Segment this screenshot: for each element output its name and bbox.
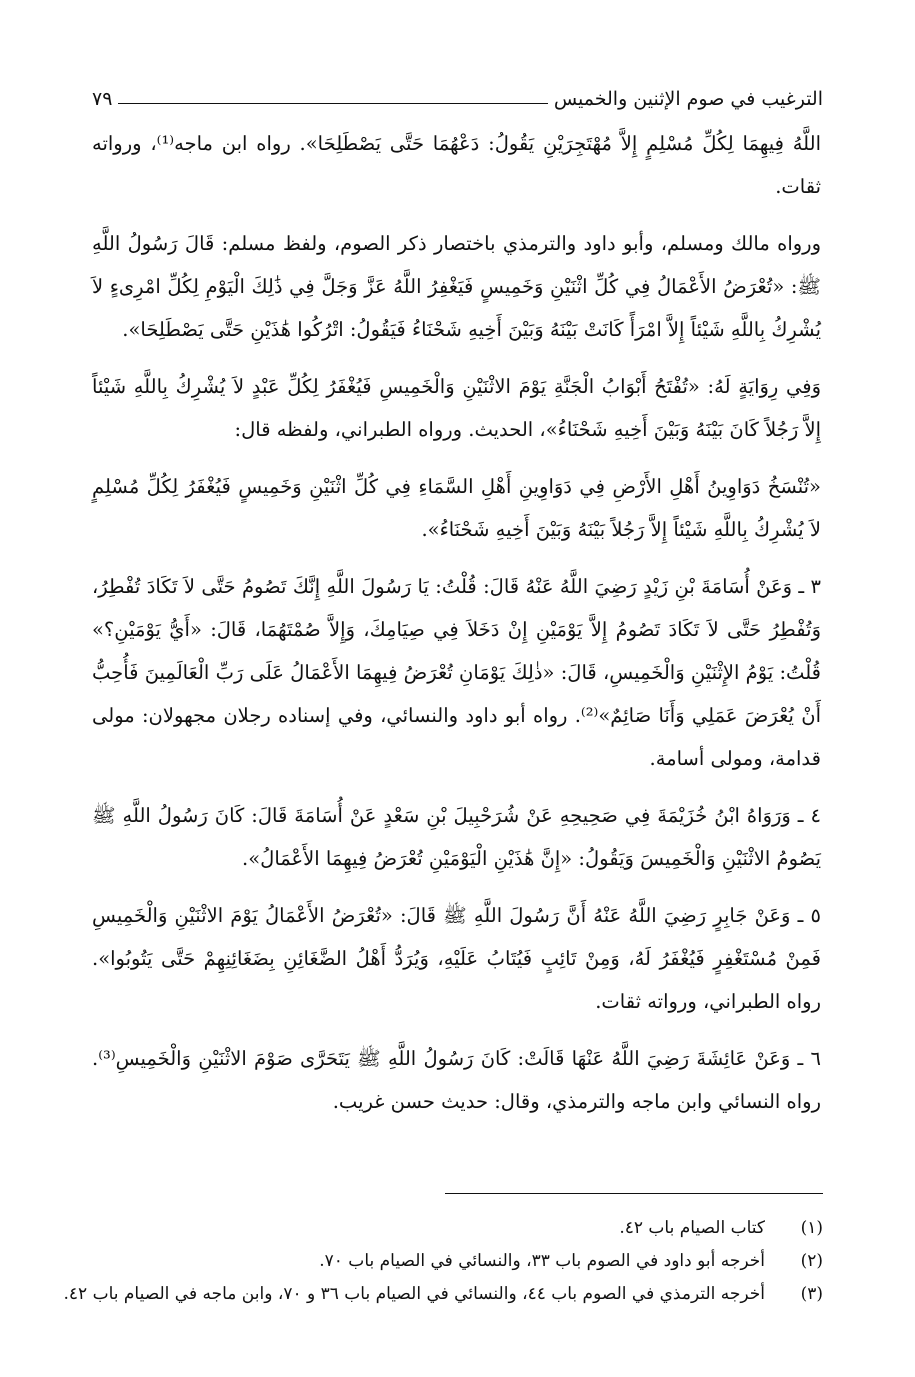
footnote-text: أخرجه أبو داود في الصوم باب ٣٣، والنسائي في الصيام باب ٧٠. <box>319 1251 765 1271</box>
paragraph-4: «تُنْسَخُ دَوَاوِينُ أَهْلِ الأَرْضِ فِي دَوَاوِينِ أَهْلِ السَّمَاءِ فِي كُلِّ اثْنَيْنِ وَخَمِيسٍ فَيُغْفَرُ لِكُلِّ مُسْلِمٍ لاَ يُشْرِكُ بِاللَّهِ شَيْئاً إِلاَّ رَجُلاً بَيْنَهُ وَبَيْنَ أَخِيهِ شَحْنَاءُ». <box>92 475 821 541</box>
footnote-3 <box>63 1278 823 1311</box>
footnote-2 <box>80 1245 823 1278</box>
paragraph-1: اللَّهُ فِيهِمَا لِكُلِّ مُسْلِمٍ إِلاَّ مُهْتَجِرَيْنِ يَقُولُ: دَعْهُمَا حَتَّى يَصْطَلِحَا». رواه ابن ماجه⁽¹⁾، ورواته ثقات. <box>92 132 821 198</box>
paragraph-2: ورواه مالك ومسلم، وأبو داود والترمذي باختصار ذكر الصوم، ولفظ مسلم: قَالَ رَسُولُ اللَّهِ ﷺ: «تُعْرَضُ الأَعْمَالُ فِي كُلِّ اثْنَيْنِ وَخَمِيسٍ فَيَغْفِرُ اللَّهُ عَزَّ وَجَلَّ فِي ذَٰلِكَ الْيَوْمِ لِكُلِّ امْرِىءٍ لاَ يُشْرِكُ بِاللَّهِ شَيْئاً إِلاَّ امْرَأً كَانَتْ بَيْنَهُ وَبَيْنَ أَخِيهِ شَحْنَاءُ فَيَقُولُ: اتْرُكُوا هَٰذَيْنِ حَتَّى يَصْطَلِحَا». <box>92 232 821 341</box>
hadith-5: ٥ ـ وَعَنْ جَابِرٍ رَضِيَ اللَّهُ عَنْهُ أَنَّ رَسُولَ اللَّهِ ﷺ قَالَ: «تُعْرَضُ الأَعْمَالُ يَوْمَ الاثْنَيْنِ وَالْخَمِيسِ فَمِنْ مُسْتَغْفِرٍ فَيُغْفَرُ لَهُ، وَمِنْ تَائِبٍ فَيُتَابُ عَلَيْهِ، وَيُرَدُّ أَهْلُ الضَّغَائِنِ بِضَغَائِنِهِمْ حَتَّى يَتُوبُوا». رواه الطبراني، ورواته ثقات. <box>92 904 821 1013</box>
footnote-text: كتاب الصيام باب ٤٢. <box>619 1218 765 1238</box>
footnotes <box>63 1212 823 1311</box>
hadith-6: ٦ ـ وَعَنْ عَائِشَةَ رَضِيَ اللَّهُ عَنْهَا قَالَتْ: كَانَ رَسُولُ اللَّهِ ﷺ يَتَحَرَّى صَوْمَ الاثْنَيْنِ وَالْخَمِيسِ⁽³⁾. رواه النسائي وابن ماجه والترمذي، وقال: حديث حسن غريب. <box>92 1047 821 1113</box>
footnote-number: (٢) <box>800 1251 823 1271</box>
page-body <box>92 122 821 1123</box>
footnote-number: (٣) <box>800 1284 823 1304</box>
header-title: الترغيب في صوم الإثنين والخميس <box>553 88 823 110</box>
header-rule <box>118 103 547 104</box>
footnote-separator <box>445 1193 823 1194</box>
page-number: ٧٩ <box>92 88 113 110</box>
running-header <box>92 84 823 110</box>
footnote-text: أخرجه الترمذي في الصوم باب ٤٤، والنسائي في الصيام باب ٣٦ و ٧٠، وابن ماجه في الصيام باب ٤٢. <box>63 1284 765 1304</box>
paragraph-3: وَفِي رِوَايَةٍ لَهُ: «تُفْتَحُ أَبْوَابُ الْجَنَّةِ يَوْمَ الاثْنَيْنِ وَالْخَمِيسِ فَيُغْفَرُ لِكُلِّ عَبْدٍ لاَ يُشْرِكُ بِاللَّهِ شَيْئاً إِلاَّ رَجُلاً كَانَ بَيْنَهُ وَبَيْنَ أَخِيهِ شَحْنَاءُ»، الحديث. ورواه الطبراني، ولفظه قال: <box>92 375 821 441</box>
hadith-4: ٤ ـ وَرَوَاهُ ابْنُ خُزَيْمَةَ فِي صَحِيحِهِ عَنْ شُرَحْبِيلَ بْنِ سَعْدٍ عَنْ أُسَامَةَ قَالَ: كَانَ رَسُولُ اللَّهِ ﷺ يَصُومُ الاثْنَيْنِ وَالْخَمِيسَ وَيَقُولُ: «إِنَّ هَٰذَيْنِ الْيَوْمَيْنِ تُعْرَضُ فِيهِمَا الأَعْمَالُ». <box>92 804 821 870</box>
footnote-number: (١) <box>800 1218 823 1238</box>
hadith-3: ٣ ـ وَعَنْ أُسَامَةَ بْنِ زَيْدٍ رَضِيَ اللَّهُ عَنْهُ قَالَ: قُلْتُ: يَا رَسُولَ اللَّهِ إِنَّكَ تَصُومُ حَتَّى لاَ تَكَادَ تُفْطِرُ، وَتُفْطِرُ حَتَّى لاَ تَكَادَ تَصُومُ إِلاَّ يَوْمَيْنِ إِنْ دَخَلاَ فِي صِيَامِكَ، وَإِلاَّ صُمْتَهُمَا، قَالَ: «أَيُّ يَوْمَيْنِ؟» قُلْتُ: يَوْمُ الإِثْنَيْنِ وَالْخَمِيسِ، قَالَ: «ذٰلِكَ يَوْمَانِ تُعْرَضُ فِيهِمَا الأَعْمَالُ عَلَى رَبِّ الْعَالَمِينَ فَأُحِبُّ أَنْ يُعْرَضَ عَمَلِي وَأَنَا صَائِمٌ»⁽²⁾. رواه أبو داود والنسائي، وفي إسناده رجلان مجهولان: مولى قدامة، ومولى أسامة. <box>92 575 821 770</box>
footnote-1 <box>80 1212 823 1245</box>
